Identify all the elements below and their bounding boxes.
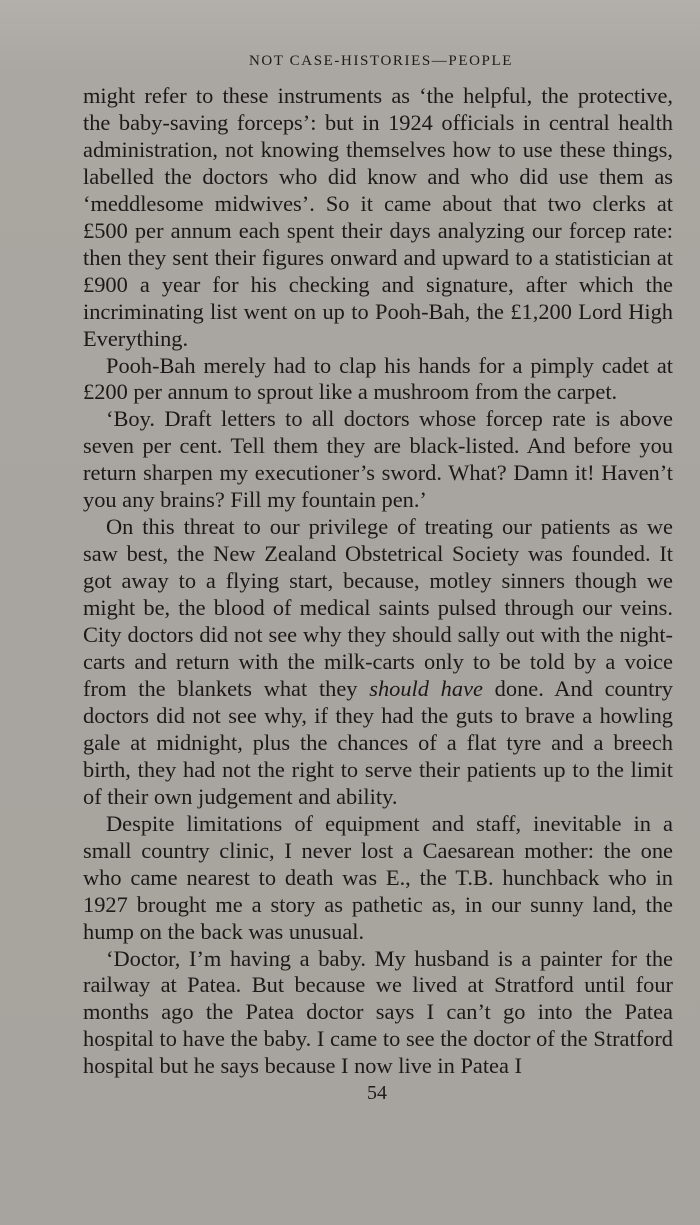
paragraph-4 bbox=[83, 514, 673, 810]
paragraph-3: ‘Boy. Draft letters to all doctors whose forcep rate is above seven per cent. Tell them they are black-listed. And before you return sharpen my executioner’s sword. What? Damn it! Haven’t you any brains? Fill my fountain pen.’ bbox=[83, 406, 673, 513]
paragraph-4-text-after: done. And country doctors did not see why, if they had the guts to brave a howling gale at midnight, plus the chances of a flat tyre and a breech birth, they had not the right to serve their patients up to the limit of their own judgement and ability. bbox=[83, 675, 673, 809]
paragraph-5: Despite limitations of equipment and staff, inevitable in a small country clinic, I never lost a Caesarean mother: the one who came nearest to death was E., the T.B. hunchback who in 1927 brought me a story as pathetic as, in our sunny land, the hump on the back was unusual. bbox=[83, 810, 673, 944]
paragraph-4-text-before: On this threat to our privilege of treating our patients as we saw best, the New Zealand Obstetrical Society was founded. It got away to a flying start, because, motley sinners though we might be, the blood of medical saints pulsed through our veins. City doctors did not see why they should sally out with the night-carts and return with the milk-carts only to be told by a voice from the blankets what they bbox=[83, 514, 673, 701]
body-text bbox=[83, 83, 673, 1080]
page-number: 54 bbox=[367, 1082, 387, 1104]
paragraph-1: might refer to these instruments as ‘the helpful, the protective, the baby-saving forceps’: but in 1924 officials in central health administration, not knowing themselves how to use these things, labelled the doctors who did know and who did use them as ‘meddlesome midwives’. So it came about that two clerks at £500 per annum each spent their days analyzing our forcep rate: then they sent their figures onward and upward to a statistician at £900 a year for his checking and signature, after which the incriminating list went on up to Pooh-Bah, the £1,200 Lord High Everything. bbox=[83, 83, 673, 351]
running-head: NOT CASE-HISTORIES—PEOPLE bbox=[248, 53, 514, 69]
paragraph-4-emphasis: should have bbox=[369, 675, 483, 701]
paragraph-6: ‘Doctor, I’m having a baby. My husband is a painter for the railway at Patea. But because we lived at Stratford until four months ago the Patea doctor says I can’t go into the Patea hospital to have the baby. I came to see the doctor of the Stratford hospital but he says because I now live in Patea I bbox=[83, 945, 673, 1079]
paragraph-2: Pooh-Bah merely had to clap his hands for a pimply cadet at £200 per annum to sprout like a mushroom from the carpet. bbox=[83, 352, 673, 405]
